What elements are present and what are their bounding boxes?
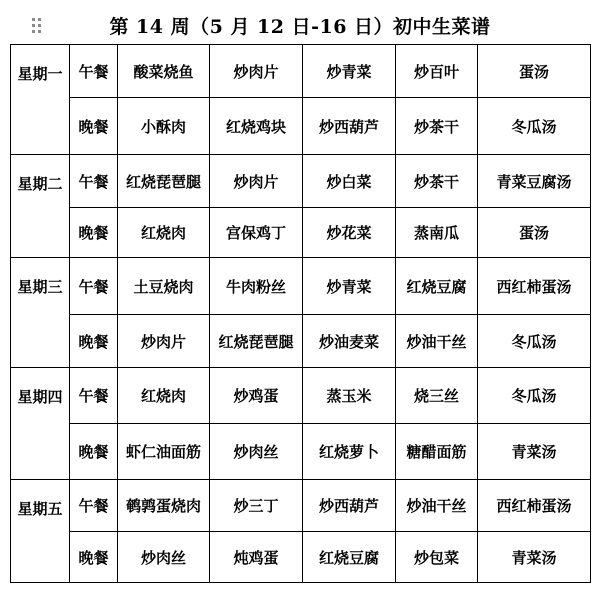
meal-cell: 午餐 bbox=[70, 258, 118, 315]
day-cell: 星期四 bbox=[11, 368, 70, 424]
dish-cell: 炒茶干 bbox=[396, 155, 478, 208]
dish-cell: 炒西葫芦 bbox=[303, 98, 396, 155]
meal-cell: 午餐 bbox=[70, 155, 118, 208]
dish-cell: 炒肉片 bbox=[210, 155, 303, 208]
dish-cell: 红烧萝卜 bbox=[303, 424, 396, 480]
dish-cell: 炒油干丝 bbox=[396, 315, 478, 368]
dish-cell: 炒茶干 bbox=[396, 98, 478, 155]
dish-cell: 宫保鸡丁 bbox=[210, 208, 303, 258]
dish-cell: 青菜汤 bbox=[478, 532, 591, 583]
dish-cell: 炒花菜 bbox=[303, 208, 396, 258]
dish-cell: 炒肉丝 bbox=[210, 424, 303, 480]
table-row bbox=[11, 155, 591, 208]
meal-cell: 晚餐 bbox=[70, 315, 118, 368]
page-title: 第 14 周（5 月 12 日-16 日）初中生菜谱 bbox=[109, 16, 491, 38]
meal-cell: 午餐 bbox=[70, 45, 118, 98]
dish-cell: 炒肉片 bbox=[210, 45, 303, 98]
dish-cell: 鹌鹑蛋烧肉 bbox=[118, 480, 210, 532]
dish-cell: 酸菜烧鱼 bbox=[118, 45, 210, 98]
dish-cell: 炒油干丝 bbox=[396, 480, 478, 532]
dish-cell: 炒包菜 bbox=[396, 532, 478, 583]
dish-cell: 青菜豆腐汤 bbox=[478, 155, 591, 208]
table-row bbox=[11, 368, 591, 424]
dish-cell: 炒肉丝 bbox=[118, 532, 210, 583]
dish-cell: 红烧琵琶腿 bbox=[210, 315, 303, 368]
dish-cell: 炒三丁 bbox=[210, 480, 303, 532]
day-cell-empty bbox=[11, 98, 70, 155]
dish-cell: 烧三丝 bbox=[396, 368, 478, 424]
dish-cell: 炒油麦菜 bbox=[303, 315, 396, 368]
table-row bbox=[11, 98, 591, 155]
dish-cell: 炒西葫芦 bbox=[303, 480, 396, 532]
dish-cell: 炒肉片 bbox=[118, 315, 210, 368]
table-row bbox=[11, 315, 591, 368]
dish-cell: 炖鸡蛋 bbox=[210, 532, 303, 583]
dish-cell: 红烧豆腐 bbox=[303, 532, 396, 583]
table-row bbox=[11, 480, 591, 532]
dish-cell: 炒青菜 bbox=[303, 258, 396, 315]
dish-cell: 红烧肉 bbox=[118, 208, 210, 258]
table-row bbox=[11, 208, 591, 258]
day-cell: 星期二 bbox=[11, 155, 70, 208]
day-cell: 星期五 bbox=[11, 480, 70, 532]
dish-cell: 红烧鸡块 bbox=[210, 98, 303, 155]
dish-cell: 蒸南瓜 bbox=[396, 208, 478, 258]
dish-cell: 蛋汤 bbox=[478, 45, 591, 98]
menu-table bbox=[10, 44, 591, 583]
day-cell-empty bbox=[11, 424, 70, 480]
meal-cell: 午餐 bbox=[70, 368, 118, 424]
dish-cell: 炒鸡蛋 bbox=[210, 368, 303, 424]
dish-cell: 炒白菜 bbox=[303, 155, 396, 208]
day-cell: 星期三 bbox=[11, 258, 70, 315]
dish-cell: 蛋汤 bbox=[478, 208, 591, 258]
meal-cell: 晚餐 bbox=[70, 532, 118, 583]
dish-cell: 糖醋面筋 bbox=[396, 424, 478, 480]
dish-cell: 冬瓜汤 bbox=[478, 98, 591, 155]
day-cell: 星期一 bbox=[11, 45, 70, 98]
day-cell-empty bbox=[11, 532, 70, 583]
dish-cell: 红烧肉 bbox=[118, 368, 210, 424]
dish-cell: 小酥肉 bbox=[118, 98, 210, 155]
dish-cell: 虾仁油面筋 bbox=[118, 424, 210, 480]
table-row bbox=[11, 45, 591, 98]
dish-cell: 西红柿蛋汤 bbox=[478, 480, 591, 532]
day-cell-empty bbox=[11, 315, 70, 368]
dish-cell: 西红柿蛋汤 bbox=[478, 258, 591, 315]
meal-cell: 晚餐 bbox=[70, 208, 118, 258]
dish-cell: 红烧豆腐 bbox=[396, 258, 478, 315]
table-row bbox=[11, 532, 591, 583]
dish-cell: 牛肉粉丝 bbox=[210, 258, 303, 315]
dish-cell: 炒青菜 bbox=[303, 45, 396, 98]
meal-cell: 午餐 bbox=[70, 480, 118, 532]
dish-cell: 红烧琵琶腿 bbox=[118, 155, 210, 208]
dish-cell: 青菜汤 bbox=[478, 424, 591, 480]
table-row bbox=[11, 424, 591, 480]
dish-cell: 土豆烧肉 bbox=[118, 258, 210, 315]
day-cell-empty bbox=[11, 208, 70, 258]
meal-cell: 晚餐 bbox=[70, 98, 118, 155]
dish-cell: 冬瓜汤 bbox=[478, 368, 591, 424]
meal-cell: 晚餐 bbox=[70, 424, 118, 480]
table-row bbox=[11, 258, 591, 315]
dish-cell: 炒百叶 bbox=[396, 45, 478, 98]
dish-cell: 蒸玉米 bbox=[303, 368, 396, 424]
dish-cell: 冬瓜汤 bbox=[478, 315, 591, 368]
